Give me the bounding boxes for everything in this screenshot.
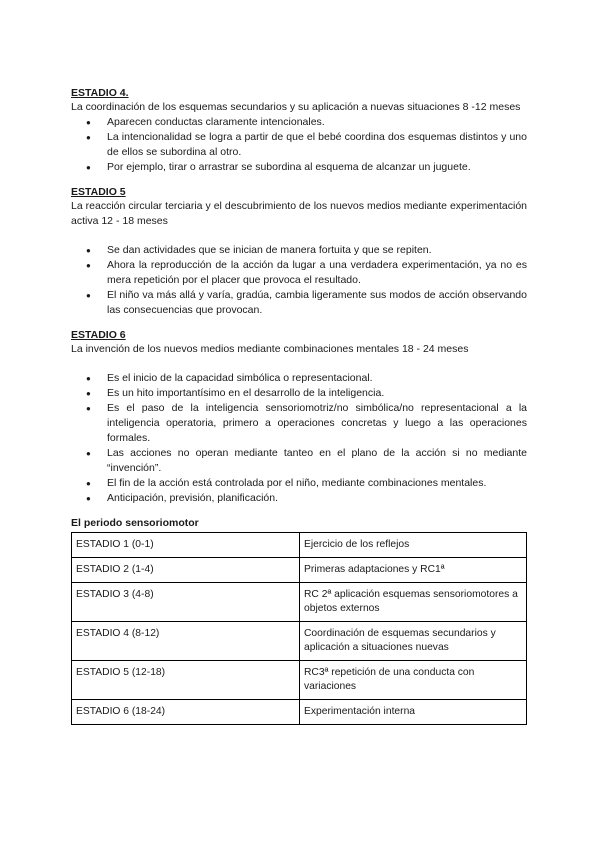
list-item: ● Es el paso de la inteligencia sensoriomotriz/no simbólica/no representacional a la inteligencia operatoria, primero a operaciones concretas y luego a las operaciones formales. bbox=[71, 401, 527, 446]
table-row bbox=[72, 661, 527, 700]
table-title: El periodo sensoriomotor bbox=[71, 517, 199, 529]
list-item: ● Ahora la reproducción de la acción da lugar a una verdadera experimentación, ya no es mera repetición por el placer que provoca el resultado. bbox=[71, 258, 527, 288]
stadio-5-heading: ESTADIO 5 bbox=[71, 186, 126, 198]
list-item: ● Por ejemplo, tirar o arrastrar se subordina al esquema de alcanzar un juguete. bbox=[71, 160, 527, 175]
stadio-6-list bbox=[71, 371, 527, 506]
table-cell-description: Experimentación interna bbox=[300, 700, 527, 725]
list-item: ● Es un hito importantísimo en el desarrollo de la inteligencia. bbox=[71, 386, 527, 401]
list-item: ● Las acciones no operan mediante tanteo en el plano de la acción si no mediante “invención”. bbox=[71, 446, 527, 476]
stadio-4-intro: La coordinación de los esquemas secundarios y su aplicación a nuevas situaciones 8 -12 meses bbox=[71, 101, 521, 113]
table-row bbox=[72, 583, 527, 622]
list-item: ● El fin de la acción está controlada por el niño, mediante combinaciones mentales. bbox=[71, 476, 527, 491]
table-cell-description: Coordinación de esquemas secundarios y aplicación a situaciones nuevas bbox=[300, 622, 527, 661]
stadio-5-list bbox=[71, 243, 527, 318]
table-cell-stage: ESTADIO 6 (18-24) bbox=[72, 700, 300, 725]
table-row bbox=[72, 558, 527, 583]
list-item: ● Aparecen conductas claramente intencionales. bbox=[71, 115, 527, 130]
list-item: ● El niño va más allá y varía, gradúa, cambia ligeramente sus modos de acción observando las consecuencias que provocan. bbox=[71, 288, 527, 318]
table-row bbox=[72, 533, 527, 558]
stadio-4-list bbox=[71, 115, 527, 175]
table-cell-stage: ESTADIO 2 (1-4) bbox=[72, 558, 300, 583]
table-cell-description: RC 2ª aplicación esquemas sensoriomotores a objetos externos bbox=[300, 583, 527, 622]
list-item: ● Se dan actividades que se inician de manera fortuita y que se repiten. bbox=[71, 243, 527, 258]
table-cell-stage: ESTADIO 3 (4-8) bbox=[72, 583, 300, 622]
table-row bbox=[72, 700, 527, 725]
stadio-6-intro: La invención de los nuevos medios mediante combinaciones mentales 18 - 24 meses bbox=[71, 343, 469, 355]
list-item: ● Anticipación, previsión, planificación. bbox=[71, 491, 527, 506]
stadio-5-intro: La reacción circular terciaria y el descubrimiento de los nuevos medios mediante experimentación activa 12 - 18 meses bbox=[71, 200, 527, 227]
list-item: ● La intencionalidad se logra a partir de que el bebé coordina dos esquemas distintos y uno de ellos se subordina al otro. bbox=[71, 130, 527, 160]
table-cell-description: RC3ª repetición de una conducta con variaciones bbox=[300, 661, 527, 700]
sensorimotor-table bbox=[71, 532, 527, 725]
table-cell-stage: ESTADIO 5 (12-18) bbox=[72, 661, 300, 700]
table-cell-description: Ejercicio de los reflejos bbox=[300, 533, 527, 558]
table-cell-stage: ESTADIO 4 (8-12) bbox=[72, 622, 300, 661]
stadio-4-heading: ESTADIO 4. bbox=[71, 87, 129, 99]
table-cell-description: Primeras adaptaciones y RC1ª bbox=[300, 558, 527, 583]
stadio-6-heading: ESTADIO 6 bbox=[71, 329, 126, 341]
list-item: ● Es el inicio de la capacidad simbólica o representacional. bbox=[71, 371, 527, 386]
table-cell-stage: ESTADIO 1 (0-1) bbox=[72, 533, 300, 558]
document-page bbox=[71, 86, 527, 725]
table-row bbox=[72, 622, 527, 661]
